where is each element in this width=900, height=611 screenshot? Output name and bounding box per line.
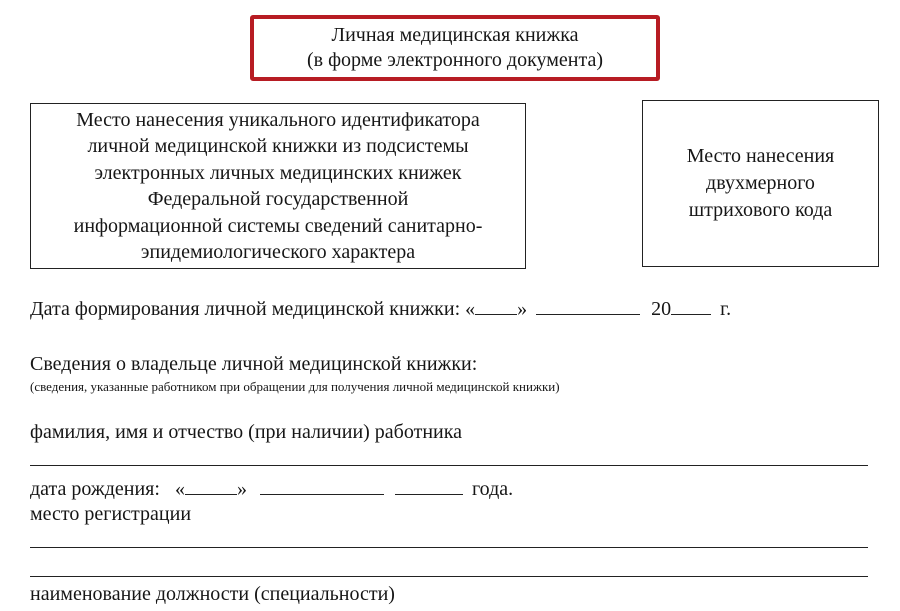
owner-note: (сведения, указанные работником при обращении для получения личной медицинской книжки) bbox=[30, 379, 560, 394]
birth-month-blank[interactable] bbox=[260, 476, 384, 495]
birth-date-label: дата рождения: bbox=[30, 478, 160, 500]
identifier-line: Федеральной государственной bbox=[147, 188, 409, 210]
document-title: Личная медицинская книжка bbox=[331, 24, 579, 46]
formation-day-blank[interactable] bbox=[475, 296, 517, 315]
formation-date-label: Дата формирования личной медицинской книжки: bbox=[30, 298, 461, 320]
document-title-box bbox=[250, 15, 660, 81]
full-name-label: фамилия, имя и отчество (при наличии) работника bbox=[30, 421, 463, 443]
birth-day-blank[interactable] bbox=[185, 476, 237, 495]
open-quote: « bbox=[174, 478, 185, 500]
barcode-line: двухмерного bbox=[706, 172, 815, 194]
identifier-line: Место нанесения уникального идентификатора bbox=[76, 108, 480, 131]
full-name-line[interactable] bbox=[30, 465, 868, 466]
formation-century: 20 bbox=[651, 298, 672, 320]
formation-year-blank[interactable] bbox=[671, 296, 711, 315]
registration-label: место регистрации bbox=[30, 503, 192, 525]
open-quote: « bbox=[465, 298, 476, 320]
identifier-line: эпидемиологического характера bbox=[140, 241, 416, 263]
formation-month-blank[interactable] bbox=[536, 296, 640, 315]
barcode-line: Место нанесения bbox=[686, 145, 835, 167]
birth-year-suffix: года. bbox=[471, 478, 514, 500]
identifier-line: электронных личных медицинских книжек bbox=[94, 161, 462, 184]
owner-heading: Сведения о владельце личной медицинской книжки: bbox=[30, 353, 478, 375]
close-quote: » bbox=[236, 478, 247, 500]
birth-date-row bbox=[30, 476, 513, 501]
document-subtitle: (в форме электронного документа) bbox=[306, 49, 604, 71]
formation-year-suffix: г. bbox=[720, 298, 732, 320]
close-quote: » bbox=[517, 298, 528, 320]
identifier-line: личной медицинской книжки из подсистемы bbox=[87, 135, 469, 157]
barcode-line: штрихового кода bbox=[688, 199, 833, 221]
registration-line-1[interactable] bbox=[30, 547, 868, 548]
birth-year-blank[interactable] bbox=[395, 476, 463, 495]
barcode-placeholder-box bbox=[642, 100, 879, 267]
formation-date-row bbox=[30, 296, 731, 321]
position-label: наименование должности (специальности) bbox=[30, 583, 395, 605]
identifier-placeholder-box bbox=[30, 103, 526, 269]
identifier-line: информационной системы сведений санитарно- bbox=[73, 214, 483, 237]
registration-line-2[interactable] bbox=[30, 576, 868, 577]
